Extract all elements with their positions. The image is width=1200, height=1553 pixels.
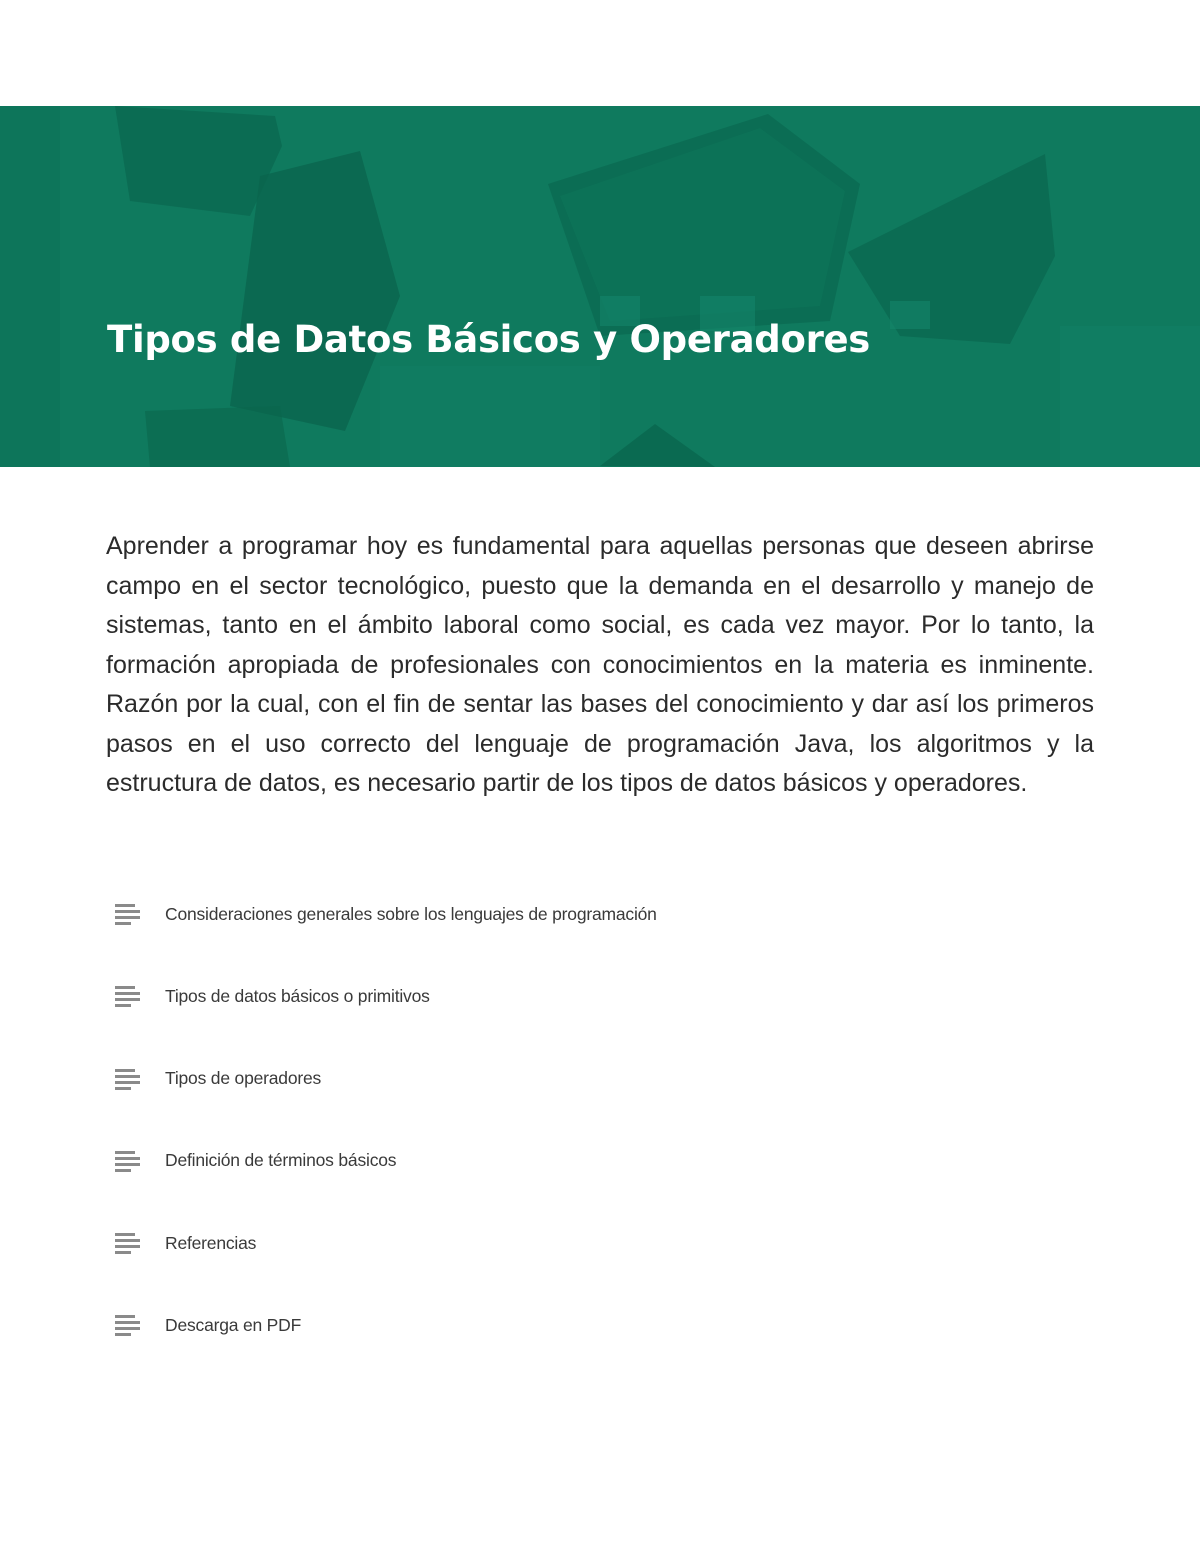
text-lines-icon <box>115 1068 141 1090</box>
toc-item-label: Tipos de operadores <box>165 1068 322 1089</box>
banner-background-image <box>0 106 1200 467</box>
toc-item-label: Consideraciones generales sobre los lenguajes de programación <box>165 903 657 924</box>
toc-item-tipos-de-datos[interactable] <box>115 970 1015 1022</box>
toc-item-definicion[interactable] <box>115 1135 1015 1187</box>
text-lines-icon <box>115 985 141 1007</box>
text-lines-icon <box>115 1314 141 1336</box>
toc-item-label: Referencias <box>165 1232 257 1253</box>
toc-item-label: Definición de términos básicos <box>165 1150 397 1171</box>
toc-item-label: Tipos de datos básicos o primitivos <box>165 985 430 1006</box>
toc-item-tipos-de-operadores[interactable] <box>115 1053 1015 1105</box>
table-of-contents <box>115 888 1015 1382</box>
toc-item-consideraciones[interactable] <box>115 888 1015 940</box>
text-lines-icon <box>115 903 141 925</box>
text-lines-icon <box>115 1150 141 1172</box>
page-title: Tipos de Datos Básicos y Operadores <box>107 318 871 361</box>
text-lines-icon <box>115 1232 141 1254</box>
intro-paragraph: Aprender a programar hoy es fundamental para aquellas personas que deseen abrirse campo en el sector tecnológico, puesto que la demanda en el desarrollo y manejo de sistemas, tanto en el ámbito laboral como social, es cada vez mayor. Por lo tanto, la formación apropiada de profesionales con conocimientos en la materia es inminente. Razón por la cual, con el fin de sentar las bases del conocimiento y dar así los primeros pasos en el uso correcto del lenguaje de programación Java, los algoritmos y la estructura de datos, es necesario partir de los tipos de datos básicos y operadores. <box>106 532 1094 797</box>
toc-item-label: Descarga en PDF <box>165 1314 302 1335</box>
header-banner <box>0 106 1200 467</box>
toc-item-referencias[interactable] <box>115 1217 1015 1269</box>
toc-item-descarga-pdf[interactable] <box>115 1299 1015 1351</box>
